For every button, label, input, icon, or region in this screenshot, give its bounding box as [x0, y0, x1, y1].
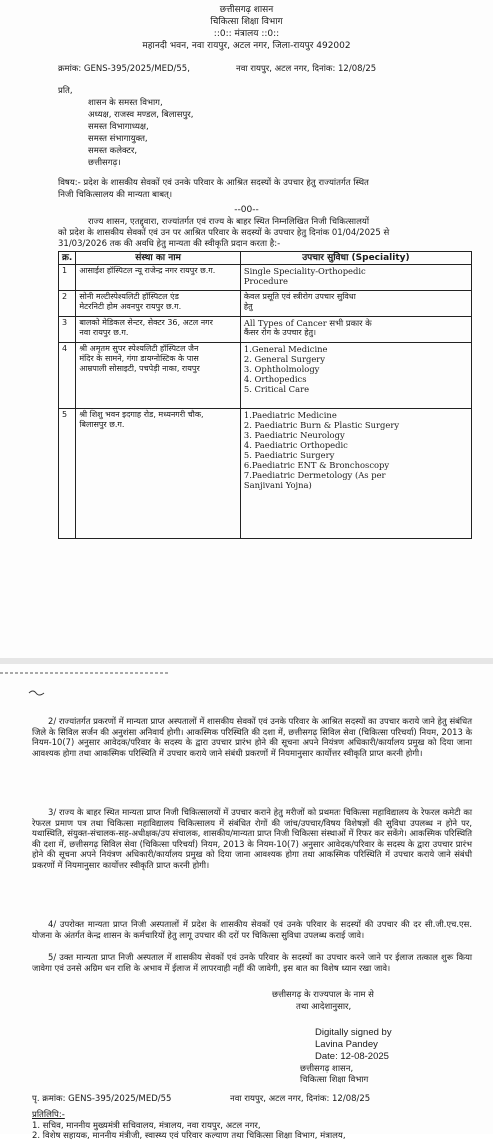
digital-signature-name: Lavina Pandey — [315, 1039, 378, 1050]
hospital-name-line: श्री शिशु भवन इदगाह रोड, मध्यनगरी चौक, — [79, 410, 204, 419]
endorsement-place-date: नवा रायपुर, अटल नगर, दिनांक: 12/08/25 — [230, 1094, 371, 1104]
row-number: 5 — [59, 409, 76, 539]
reference-place-date: नवा रायपुर, अटल नगर, दिनांक: 12/08/25 — [236, 64, 377, 74]
copy-item: 2. विशेष सहायक, माननीय मंत्रीजी, स्वास्थ्य एवं परिवार कल्याण तथा चिकित्सा शिक्षा विभाग, मंत्रालय, — [32, 1131, 346, 1141]
speciality-line: 4. Orthopedics — [243, 374, 307, 384]
col-header-speciality: उपचार सुविधा (Speciality) — [240, 252, 471, 265]
speciality-line: Single Speciality-Orthopedic — [243, 266, 366, 276]
hospital-name — [76, 291, 241, 317]
designation-line-1: छत्तीसगढ़ शासन, — [300, 1064, 354, 1074]
table-row — [59, 317, 472, 343]
table-row — [59, 265, 472, 291]
recipient-item: समस्त संभागायुक्त, — [88, 134, 148, 144]
speciality-line: 2. Paediatric Burn & Plastic Surgery — [243, 420, 400, 430]
speciality-line: 3. Paediatric Neurology — [243, 430, 345, 440]
table-header-row — [59, 252, 472, 265]
hospital-table — [58, 251, 472, 539]
pen-mark-icon — [28, 688, 46, 698]
row-number: 4 — [59, 343, 76, 409]
speciality-line: केवल प्रसूति एवं स्त्रीरोग उपचार सुविधा — [243, 292, 356, 301]
intro-line-2: को प्रदेश के शासकीय सेवकों एवं उन पर आश्रित परिवार के सदस्यों के उपचार हेतु दिनांक 01/04/2025 से — [58, 228, 390, 238]
hospital-name — [76, 317, 241, 343]
recipient-item: छत्तीसगढ़। — [88, 158, 121, 168]
header-department: चिकित्सा शिक्षा विभाग — [210, 17, 283, 27]
subject-line-2: निजी चिकित्सालय की मान्यता बाबत्। — [58, 190, 173, 200]
speciality-line: 7.Paediatric Dermetology (As per — [243, 470, 386, 480]
speciality-line: 4. Paediatric Orthopedic — [243, 440, 348, 450]
endorsement-number: पृ. क्रमांक: GENS-395/2025/MED/55 — [32, 1094, 172, 1104]
col-header-name: संस्था का नाम — [76, 252, 241, 265]
hospital-name-line: नवा रायपुर छ.ग. — [79, 328, 129, 337]
hospital-name — [76, 409, 241, 539]
hospital-speciality — [240, 317, 471, 343]
closing-line-2: तथा आदेशानुसार, — [296, 1002, 352, 1012]
hospital-name — [76, 265, 241, 291]
recipient-item: समस्त विभागाध्यक्ष, — [88, 122, 149, 132]
row-number: 3 — [59, 317, 76, 343]
reference-number: क्रमांक: GENS-395/2025/MED/55, — [58, 64, 190, 74]
col-header-no: क्र. — [59, 252, 76, 265]
hospital-name-line: मंदिर के सामने, गंगा डायग्नोस्टिक के पास — [79, 354, 199, 363]
speciality-line: Sanjivani Yojna) — [243, 480, 312, 490]
speciality-line: 3. Ophtholmology — [243, 364, 320, 374]
speciality-line: 5. Critical Care — [243, 384, 310, 394]
speciality-line: 1.General Medicine — [243, 344, 328, 354]
recipient-item: अध्यक्ष, राजस्व मण्डल, बिलासपुर, — [88, 110, 194, 120]
row-number: 1 — [59, 265, 76, 291]
digital-signature-line-1: Digitally signed by — [315, 1027, 392, 1038]
table-row — [59, 409, 472, 539]
recipient-item: शासन के समस्त विभाग, — [88, 98, 163, 108]
hospital-name-line: बालको मेडिकल सेन्टर, सेक्टर 36, अटल नगर — [79, 318, 213, 327]
paragraph-2: 2/ राज्यांतर्गत प्रकरणों में मान्यता प्राप्त अस्पतालों में शासकीय सेवकों एवं उनके परिवार के आश्रित सदस्यों का उपचार कराये जाने हेतु संबंधित जिले के सिविल सर्जन की अनुशंसा अनिवार्य होगी। आकस्मिक परिस्थिति की दशा में, छत्तीसगढ़ सिविल सेवा (चिकित्सा परिचर्या) नियम, 2013 के नियम-10(7) अनुसार आवेदक/परिवार के सदस्य के द्वारा उपचार प्रारंभ होने की सूचना अपने नियंत्रण अधिकारी/कार्यालय प्रमुख को दिया जाना आवश्यक होगा तथा आकस्मिक परिस्थिति में उपचार कराये जाने संबंधी प्रकरणों में नियमानुसार कार्योत्तर स्वीकृति प्राप्त करनी होगी। — [32, 716, 472, 758]
speciality-line: All Types of Cancer सभी प्रकार के — [243, 318, 372, 328]
hospital-name-line: बिलासपुर छ.ग. — [79, 420, 125, 429]
row-number: 2 — [59, 291, 76, 317]
header-mantralaya: ::0:: मंत्रालय ::0:: — [213, 29, 280, 39]
recipients-prati: प्रति, — [58, 86, 73, 96]
speciality-line: कैंसर रोग के उपचार हेतु। — [243, 328, 317, 337]
header-address: महानदी भवन, नवा रायपुर, अटल नगर, जिला-रायपुर 492002 — [142, 41, 351, 51]
intro-line-1: राज्य शासन, एतद्द्वारा, राज्यांतर्गत एवं राज्य के बाहर स्थित निम्नलिखित निजी चिकित्सालयों — [88, 217, 370, 227]
header-government: छत्तीसगढ़ शासन — [219, 5, 274, 15]
designation-line-2: चिकित्सा शिक्षा विभाग — [300, 1075, 369, 1085]
hospital-speciality — [240, 409, 471, 539]
hospital-name-line: सोनी मल्टीस्पेश्यलिटी हॉस्पिटल एंड — [79, 292, 179, 301]
speciality-line: Procedure — [243, 276, 288, 286]
hospital-name-line: आम्रपाली सोसाइटी, पचपेड़ी नाका, रायपुर — [79, 364, 200, 373]
hospital-speciality — [240, 265, 471, 291]
paragraph-5: 5/ उक्त मान्यता प्राप्त निजी अस्पताल में शासकीय सेवकों एवं उनके परिवार के सदस्यों का उपचार करने जाने पर ईलाज तत्काल शुरू किया जावेगा एवं उनसे अग्रिम धन राशि के अभाव में ईलाज में लापरवाही नहीं की जावेगी, इस बात का विशेष ध्यान रखा जावे। — [32, 952, 472, 973]
paragraph-3: 3/ राज्य के बाहर स्थित मान्यता प्राप्त निजी चिकित्सालयों में उपचार कराने हेतु मरीजों को प्रथमतः चिकित्सा महाविद्यालय के रेफरल कमेटी का रेफरल प्रमाण पत्र तथा चिकित्सा महाविद्यालय चिकित्सालय में संबंधित रोगों की जांच/उपचार/विषय विशेषज्ञों की सुविधा उपलब्ध न होने पर, यथास्थिति, संयुक्त-संचालक-सह-अधीक्षक/उप संचालक, शासकीय/मान्यता प्राप्त निजी चिकित्सा संस्थाओं में रिफर कर सकेंगे। आकस्मिक परिस्थिति की दशा में, छत्तीसगढ़ सिविल सेवा (चिकित्सा परिचर्या) नियम, 2013 के नियम-10(7) अनुसार आवेदक/परिवार के सदस्य के द्वारा उपचार प्रारंभ होने की सूचना अपने नियंत्रण अधिकारी/कार्यालय प्रमुख को दिया जाना आवश्यक होगा तथा आकस्मिक परिस्थिति में उपचार कराये जाने संबंधी प्रकरणों में नियमानुसार कार्योत्तर स्वीकृति प्राप्त करनी होगी। — [32, 807, 472, 870]
speciality-line: 2. General Surgery — [243, 354, 326, 364]
copy-label: प्रतिलिपि:- — [32, 1110, 65, 1120]
scan-edge-mark — [0, 670, 493, 678]
recipient-item: समस्त कलेक्टर, — [88, 146, 138, 156]
table-row — [59, 343, 472, 409]
hospital-name-line: मेटरनिटी होम अवनपुर रायपुर छ.ग. — [79, 302, 182, 311]
hospital-speciality — [240, 343, 471, 409]
table-row — [59, 291, 472, 317]
hospital-name-line: श्री अमृतम सुपर स्पेश्यलिटी हॉस्पिटल जैन — [79, 344, 199, 353]
copy-item: 1. सचिव, माननीय मुख्यमंत्री सचिवालय, मंत्रालय, नवा रायपुर, अटल नगर, — [32, 1121, 261, 1131]
hospital-name-line: आसाईश हॉस्पिटल न्यू राजेन्द्र नगर रायपुर छ.ग. — [79, 266, 216, 275]
speciality-line: हेतु — [243, 302, 253, 311]
closing-line-1: छत्तीसगढ़ के राज्यपाल के नाम से — [272, 990, 374, 1000]
paragraph-4: 4/ उपरोक्त मान्यता प्राप्त निजी अस्पतालों में प्रदेश के शासकीय सेवकों एवं उनके परिवार के सदस्यों की उपचार की दर सी.जी.एच.एस. योजना के अंतर्गत केन्द्र शासन के कर्मचारियों हेतु लागू उपचार की दरों पर चिकित्सा सुविधा उपलब्ध कराई जावे। — [32, 919, 472, 940]
intro-line-3: 31/03/2026 तक की अवधि हेतु मान्यता की स्वीकृति प्रदान करता है:- — [58, 239, 281, 249]
letter-page-2 — [0, 664, 493, 1141]
speciality-line: 6.Paediatric ENT & Bronchoscopy — [243, 460, 390, 470]
speciality-line: 5. Paediatric Surgery — [243, 450, 335, 460]
speciality-line: 1.Paediatric Medicine — [243, 410, 337, 420]
hospital-name — [76, 343, 241, 409]
digital-signature-date: Date: 12-08-2025 — [315, 1051, 389, 1062]
subject-line-1: विषय:- प्रदेश के शासकीय सेवकों एवं उनके परिवार के आश्रित सदस्यों के उपचार हेतु राज्यांतर्गत स्थित — [58, 178, 369, 188]
separator: --00-- — [234, 205, 259, 215]
hospital-speciality — [240, 291, 471, 317]
